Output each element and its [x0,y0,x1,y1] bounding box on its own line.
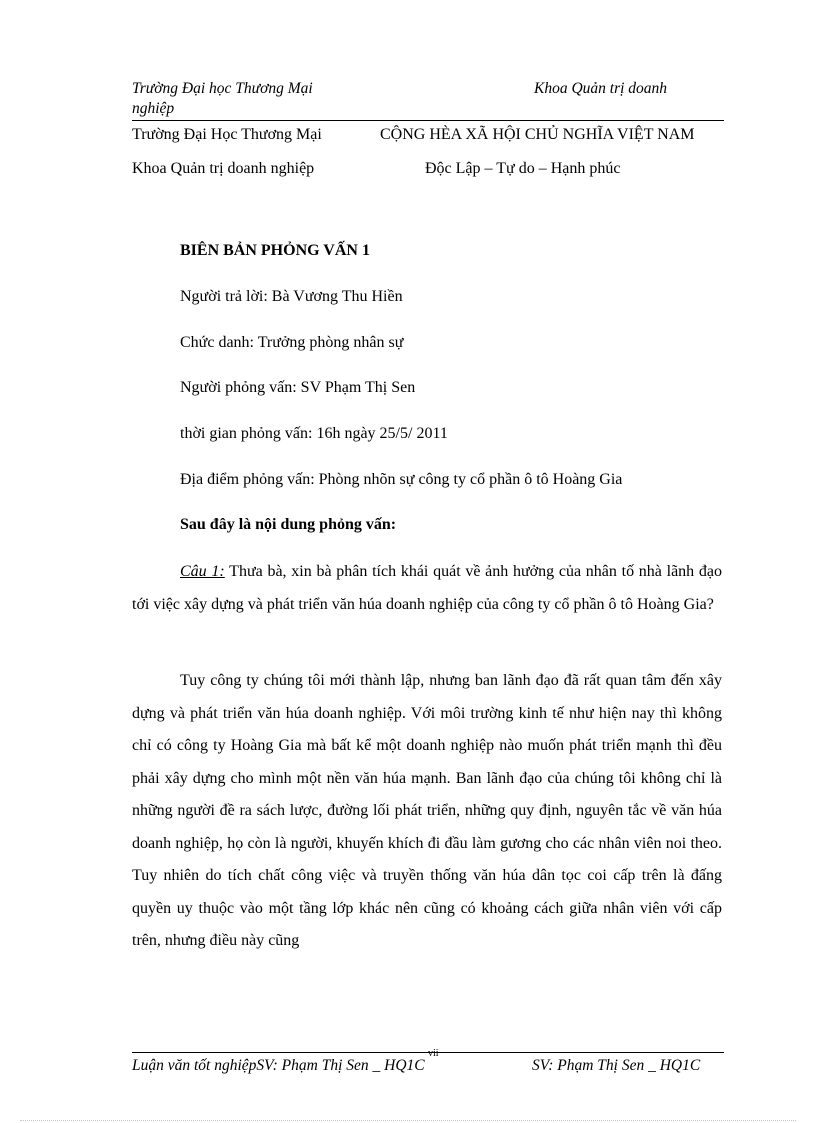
running-header-right: Khoa Quản trị doanh [534,80,668,97]
page-number: vii [428,1048,439,1059]
letterhead-nation: CỘNG HÈA XÃ HỘI CHỦ NGHĨA VIỆT NAM [380,126,695,143]
record-intro: Sau đây là nội dung phỏng vấn: [180,516,397,533]
record-respondent: Người trả lời: Bà Vương Thu Hiền [180,288,403,305]
answer-paragraph: Tuy công ty chúng tôi mới thành lập, nhưng ban lãnh đạo đã rất quan tâm đến xây dựng và phát triển văn húa doanh nghiệp. Với môi trường kinh tế như hiện nay thì không chỉ có công ty Hoàng Gia mà bất kể một doanh nghiệp nào muốn phát triển mạnh thì đều phải xây dựng cho mình một nền văn húa mạnh. Ban lãnh đạo của chúng tôi không chỉ là những người đề ra sách lược, đường lối phát triển, những quy định, nguyên tắc về văn húa doanh nghiệp, họ còn là người, khuyến khích đi đầu làm gương cho các nhân viên noi theo. Tuy nhiên do tích chất công việc và truyền thống văn húa dân tọc coi cấp trên là đấng quyền uy thuộc vào một tầng lớp khác nên cũng có khoảng cách giữa nhân viên với cấp trên, nhưng điều này cũng [132,672,722,949]
record-title: BIÊN BẢN PHỎNG VẤN 1 [180,242,370,259]
running-header-left: Trường Đại học Thương Mại [132,80,313,97]
footer-right: SV: Phạm Thị Sen _ HQ1C [532,1057,701,1074]
record-time: thời gian phỏng vấn: 16h ngày 25/5/ 2011 [180,425,448,442]
page-edge-divider [20,1120,796,1121]
record-location: Địa điểm phỏng vấn: Phòng nhõn sự công ty cổ phần ô tô Hoàng Gia [180,471,623,488]
record-interviewer: Người phỏng vấn: SV Phạm Thị Sen [180,379,416,396]
footer-left: Luận văn tốt nghiệpSV: Phạm Thị Sen _ HQ1C [132,1057,425,1074]
letterhead-university: Trường Đại Học Thương Mại [132,126,322,143]
question-text: Thưa bà, xin bà phân tích khái quát về ảnh hưởng của nhân tố nhà lãnh đạo tới việc xây dựng và phát triển văn húa doanh nghiệp của công ty cổ phần ô tô Hoàng Gia? [132,563,723,613]
header-rule [132,120,724,121]
question-label: Câu 1: [180,563,225,580]
running-header-continuation: nghiệp [132,100,175,117]
letterhead-motto: Độc Lập – Tự do – Hạnh phúc [425,160,621,177]
question-paragraph [132,556,722,621]
record-position: Chức danh: Trưởng phòng nhân sự [180,334,404,351]
letterhead-faculty: Khoa Quản trị doanh nghiệp [132,160,315,177]
